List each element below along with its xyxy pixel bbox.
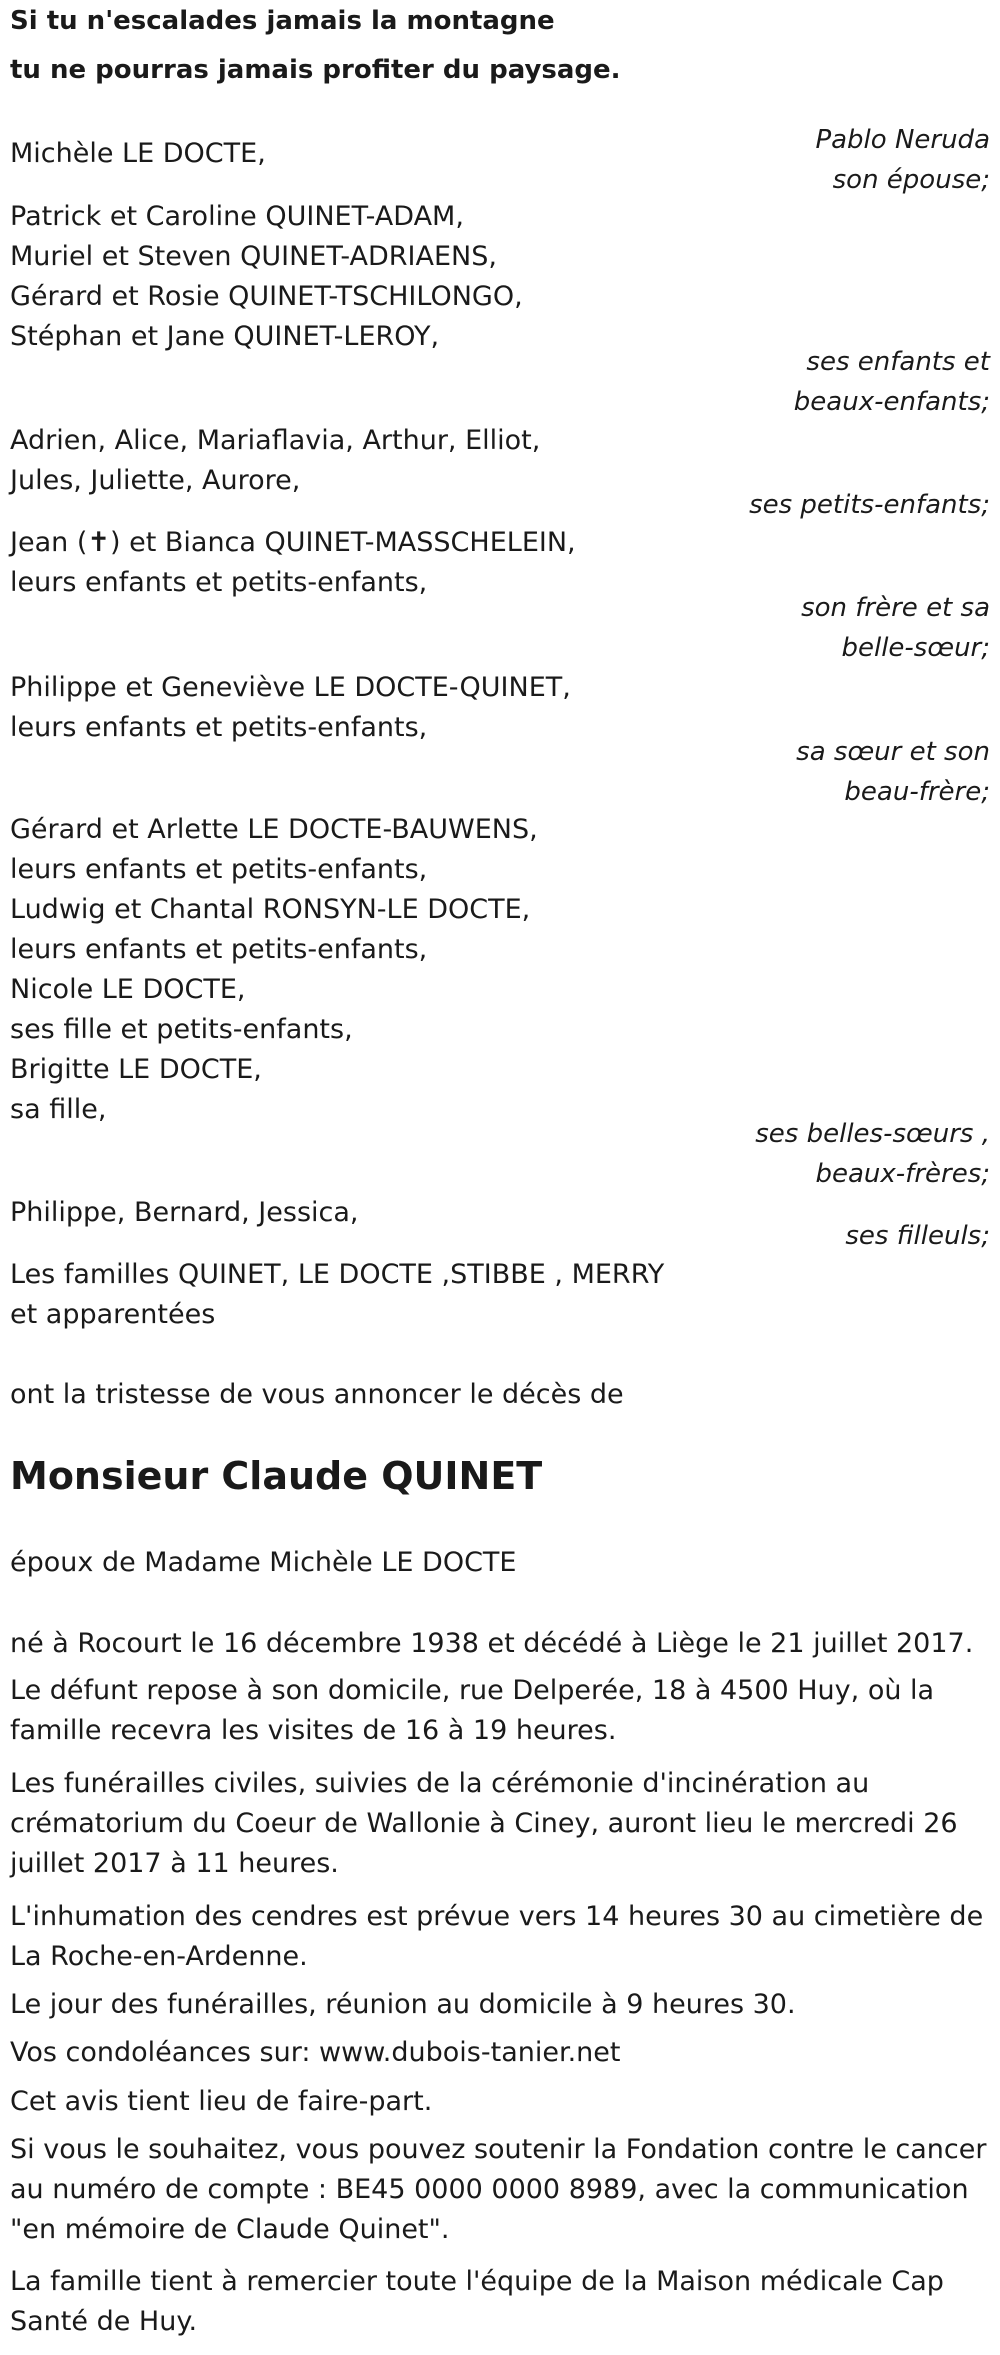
family-name-line: leurs enfants et petits-enfants, (10, 934, 428, 965)
obituary-notice (10, 0, 990, 2355)
paragraph-line: Les funérailles civiles, suivies de la cérémonie d'incinération au (10, 1768, 870, 1799)
paragraph-line: famille recevra les visites de 16 à 19 heures. (10, 1715, 617, 1746)
paragraph-line: au numéro de compte : BE45 0000 0000 8989, avec la communication (10, 2174, 969, 2205)
paragraph-line: Le jour des funérailles, réunion au domicile à 9 heures 30. (10, 1989, 796, 2020)
family-name-line: leurs enfants et petits-enfants, (10, 567, 428, 598)
family-name-line: Adrien, Alice, Mariaflavia, Arthur, Elliot, (10, 425, 541, 456)
paragraph-line: La famille tient à remercier toute l'équipe de la Maison médicale Cap (10, 2266, 944, 2297)
family-relation: beaux-enfants; (793, 387, 990, 417)
family-relation: beau-frère; (844, 777, 990, 807)
family-name-line: Nicole LE DOCTE, (10, 974, 246, 1005)
paragraph-line: La Roche-en-Ardenne. (10, 1941, 308, 1972)
family-name-line: et apparentées (10, 1299, 216, 1330)
family-name-line: Brigitte LE DOCTE, (10, 1054, 262, 1085)
family-name-line: Michèle LE DOCTE, (10, 138, 266, 169)
family-relation: ses petits-enfants; (749, 490, 990, 520)
family-relation: belle-sœur; (841, 633, 990, 663)
family-relation: ses belles-sœurs , (755, 1119, 990, 1149)
family-name-line: Jean (✝) et Bianca QUINET-MASSCHELEIN, (10, 527, 576, 558)
family-relation: son frère et sa (801, 593, 990, 623)
family-name-line: Gérard et Rosie QUINET-TSCHILONGO, (10, 281, 523, 312)
family-name-line: Patrick et Caroline QUINET-ADAM, (10, 201, 464, 232)
family-relation: beaux-frères; (815, 1159, 990, 1189)
paragraph-line: Santé de Huy. (10, 2306, 198, 2337)
quote-author: Pablo Neruda (815, 125, 990, 155)
family-name-line: leurs enfants et petits-enfants, (10, 854, 428, 885)
family-name-line: Gérard et Arlette LE DOCTE-BAUWENS, (10, 814, 538, 845)
family-name-line: Philippe et Geneviève LE DOCTE-QUINET, (10, 672, 571, 703)
paragraph-line: Le défunt repose à son domicile, rue Delperée, 18 à 4500 Huy, où la (10, 1675, 935, 1706)
deceased-name: Monsieur Claude QUINET (10, 1454, 543, 1498)
paragraph-line: Si vous le souhaitez, vous pouvez soutenir la Fondation contre le cancer (10, 2134, 987, 2165)
condolences-line: Vos condoléances sur: www.dubois-tanier.net (10, 2037, 621, 2068)
paragraph-line: juillet 2017 à 11 heures. (10, 1848, 339, 1879)
family-name-line: Philippe, Bernard, Jessica, (10, 1197, 359, 1228)
family-relation: ses enfants et (806, 347, 990, 377)
family-relation: son épouse; (832, 165, 990, 195)
family-name-line: Ludwig et Chantal RONSYN-LE DOCTE, (10, 894, 531, 925)
family-name-line: Jules, Juliette, Aurore, (10, 465, 301, 496)
announcement-text: ont la tristesse de vous annoncer le décès de (10, 1379, 624, 1410)
spouse-line: époux de Madame Michèle LE DOCTE (10, 1547, 517, 1578)
family-name-line: ses fille et petits-enfants, (10, 1014, 353, 1045)
family-name-line: Les familles QUINET, LE DOCTE ,STIBBE , MERRY (10, 1259, 665, 1290)
paragraph-line: Cet avis tient lieu de faire-part. (10, 2086, 433, 2117)
family-relation: ses filleuls; (845, 1221, 990, 1251)
family-name-line: Stéphan et Jane QUINET-LEROY, (10, 321, 440, 352)
quote-line-2: tu ne pourras jamais profiter du paysage. (10, 55, 621, 85)
paragraph-line: "en mémoire de Claude Quinet". (10, 2214, 450, 2245)
family-name-line: sa fille, (10, 1094, 107, 1125)
family-name-line: Muriel et Steven QUINET-ADRIAENS, (10, 241, 497, 272)
family-relation: sa sœur et son (796, 737, 990, 767)
quote-line-1: Si tu n'escalades jamais la montagne (10, 6, 555, 36)
paragraph-line: crématorium du Coeur de Wallonie à Ciney, auront lieu le mercredi 26 (10, 1808, 958, 1839)
paragraph-line: né à Rocourt le 16 décembre 1938 et décédé à Liège le 21 juillet 2017. (10, 1628, 974, 1659)
family-name-line: leurs enfants et petits-enfants, (10, 712, 428, 743)
paragraph-line: L'inhumation des cendres est prévue vers 14 heures 30 au cimetière de (10, 1901, 984, 1932)
